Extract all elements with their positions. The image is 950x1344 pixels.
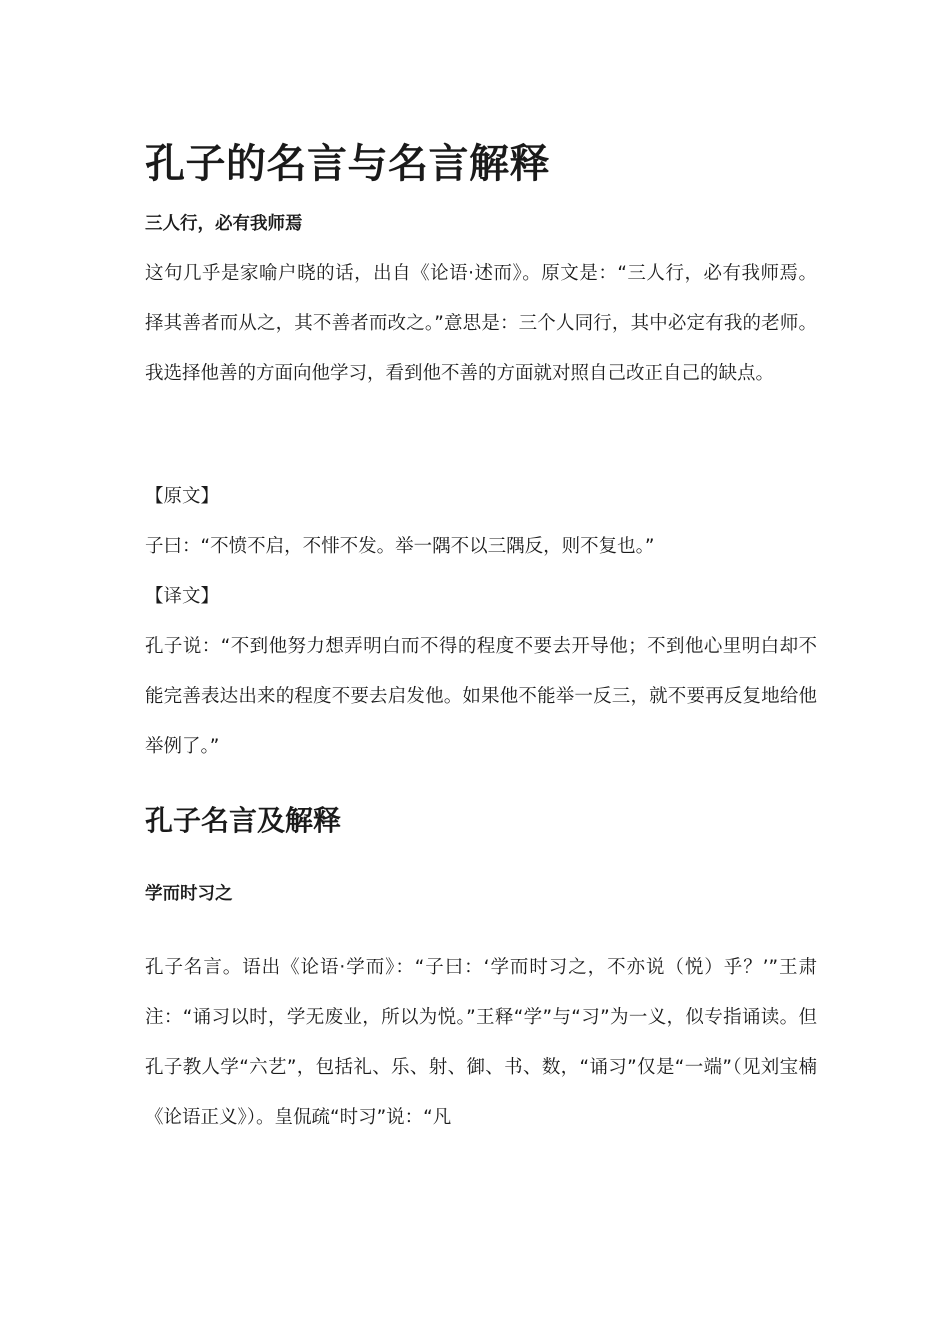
- section1-subheading: 三人行，必有我师焉: [145, 214, 303, 234]
- page-title: 孔子的名言与名言解释: [145, 141, 550, 187]
- translation-text: 孔子说：“不到他努力想弄明白而不得的程度不要去开导他；不到他心里明白却不能完善表达出来的程度不要去启发他。如果他不能举一反三，就不要再反复地给他举例了。”: [145, 636, 817, 757]
- original-label: 【原文】: [145, 486, 220, 507]
- section1-paragraph: 这句几乎是家喻户晓的话，出自《论语·述而》。原文是：“三人行，必有我师焉。择其善者而从之，其不善者而改之。”意思是：三个人同行，其中必定有我的老师。我选择他善的方面向他学习，看到他不善的方面就对照自己改正自己的缺点。: [145, 263, 817, 384]
- section2-heading: 孔子名言及解释: [145, 804, 342, 837]
- section2-subheading: 学而时习之: [145, 884, 233, 904]
- section2-paragraph: 孔子名言。语出《论语·学而》：“子曰：‘学而时习之，不亦说（悦）乎？’”王肃注：“诵习以时，学无废业，所以为悦。”王释“学”与“习”为一义，似专指诵读。但孔子教人学“六艺”，包括礼、乐、射、御、书、数，“诵习”仅是“一端”（见刘宝楠《论语正义》）。皇侃疏“时习”说：“凡: [145, 957, 817, 1128]
- original-text: 子曰：“不愤不启，不悱不发。举一隅不以三隅反，则不复也。”: [145, 536, 655, 557]
- translation-label: 【译文】: [145, 586, 220, 607]
